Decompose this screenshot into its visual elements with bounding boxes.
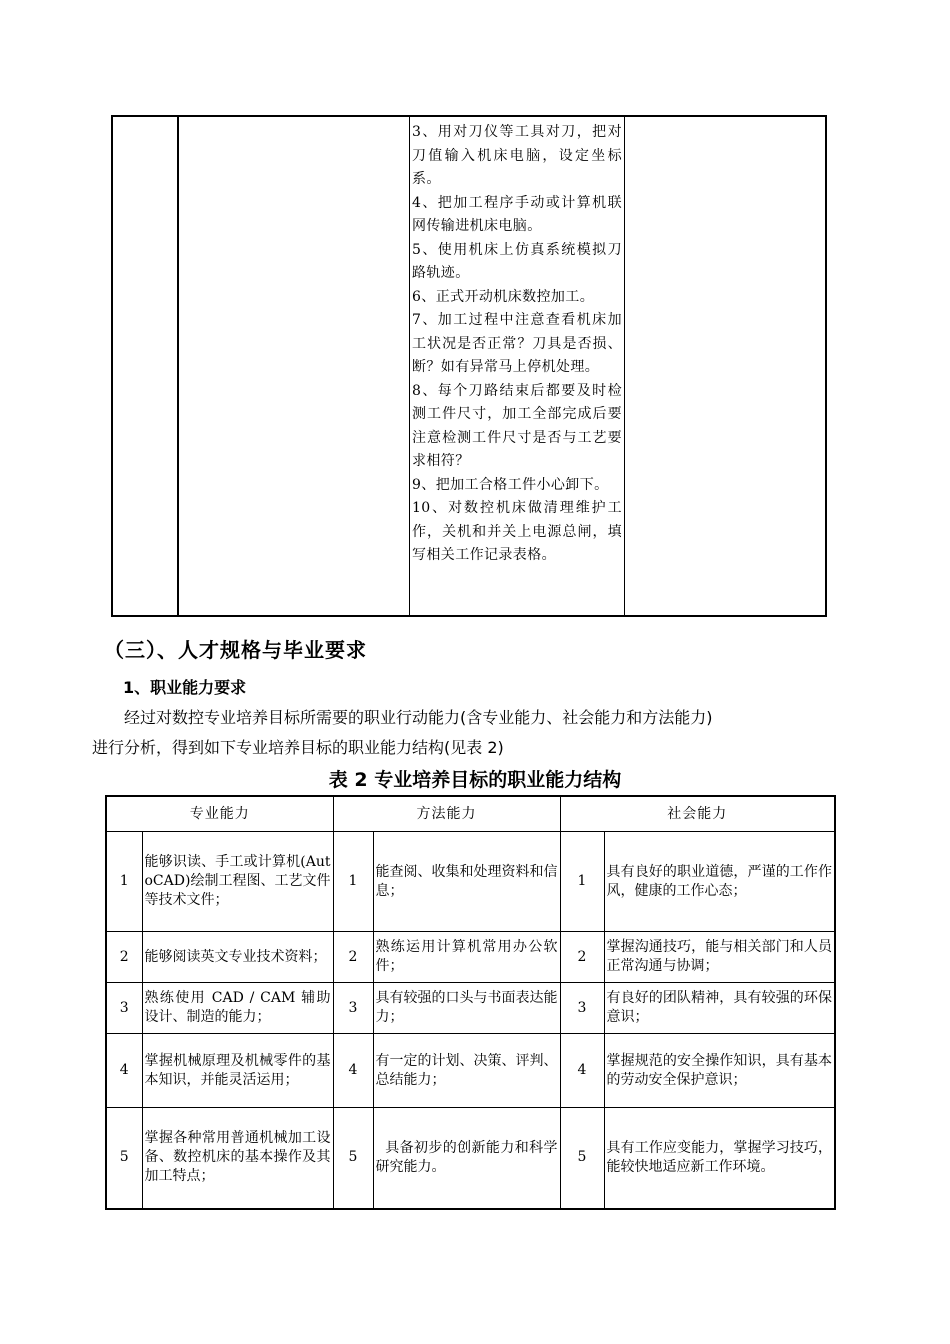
method-cell: 具备初步的创新能力和科学研究能力。	[373, 1108, 560, 1209]
steps-list	[412, 121, 622, 568]
social-cell: 具有工作应变能力，掌握学习技巧，能较快地适应新工作环境。	[604, 1108, 835, 1209]
row-number: 5	[560, 1108, 604, 1209]
row-number: 4	[560, 1034, 604, 1108]
row-number: 2	[106, 932, 142, 983]
social-cell: 掌握沟通技巧，能与相关部门和人员正常沟通与协调；	[604, 932, 835, 983]
social-cell: 具有良好的职业道德，严谨的工作作风，健康的工作心态；	[604, 832, 835, 932]
list-item: 4、把加工程序手动或计算机联网传输进机床电脑。	[412, 194, 622, 234]
row-number: 1	[106, 832, 142, 932]
method-cell: 能查阅、收集和处理资料和信息；	[373, 832, 560, 932]
row-number: 1	[560, 832, 604, 932]
header-social: 社会能力	[560, 796, 835, 832]
row-number: 5	[106, 1108, 142, 1209]
method-cell: 具有较强的口头与书面表达能力；	[373, 983, 560, 1034]
empty-cell	[625, 116, 827, 616]
table-row	[106, 932, 835, 983]
empty-cell	[112, 116, 178, 616]
paragraph-line: 进行分析，得到如下专业培养目标的职业能力结构(见表 2)	[92, 738, 504, 757]
table-row	[106, 983, 835, 1034]
row-number: 4	[333, 1034, 373, 1108]
body-paragraph	[92, 703, 842, 763]
steps-cell	[410, 116, 625, 616]
list-item: 6、正式开动机床数控加工。	[412, 288, 595, 305]
header-professional: 专业能力	[106, 796, 333, 832]
row-number: 2	[333, 932, 373, 983]
professional-cell: 能够识读、手工或计算机(AutoCAD)绘制工程图、工艺文件等技术文件；	[142, 832, 333, 932]
list-item: 3、用对刀仪等工具对刀，把对刀值输入机床电脑，设定坐标系。	[412, 124, 622, 187]
list-item: 9、把加工合格工件小心卸下。	[412, 476, 609, 493]
row-number: 1	[333, 832, 373, 932]
paragraph-line: 经过对数控专业培养目标所需要的职业行动能力(含专业能力、社会能力和方法能力)	[124, 708, 713, 727]
professional-cell: 掌握各种常用普通机械加工设备、数控机床的基本操作及其加工特点；	[142, 1108, 333, 1209]
table-row	[106, 1034, 835, 1108]
social-cell: 有良好的团队精神，具有较强的环保意识；	[604, 983, 835, 1034]
method-cell: 熟练运用计算机常用办公软件；	[373, 932, 560, 983]
subsection-heading: 1、职业能力要求	[123, 678, 247, 697]
table-row	[106, 832, 835, 932]
list-item: 10、对数控机床做清理维护工作，关机和并关上电源总闸，填写相关工作记录表格。	[412, 500, 622, 563]
social-cell: 掌握规范的安全操作知识，具有基本的劳动安全保护意识；	[604, 1034, 835, 1108]
professional-cell: 能够阅读英文专业技术资料；	[142, 932, 333, 983]
header-method: 方法能力	[333, 796, 560, 832]
table-title: 表 2 专业培养目标的职业能力结构	[328, 769, 622, 791]
section-heading: （三）、人才规格与毕业要求	[104, 638, 367, 662]
professional-cell: 掌握机械原理及机械零件的基本知识，并能灵活运用；	[142, 1034, 333, 1108]
professional-cell: 熟练使用 CAD / CAM 辅助设计、制造的能力；	[142, 983, 333, 1034]
list-item: 7、加工过程中注意查看机床加工状况是否正常？刀具是否损、断？如有异常马上停机处理。	[412, 312, 622, 375]
table-header-row	[106, 796, 835, 832]
process-steps-table	[111, 115, 827, 617]
row-number: 5	[333, 1108, 373, 1209]
row-number: 3	[560, 983, 604, 1034]
row-number: 4	[106, 1034, 142, 1108]
table-row	[106, 1108, 835, 1209]
list-item: 5、使用机床上仿真系统模拟刀路轨迹。	[412, 241, 622, 281]
row-number: 2	[560, 932, 604, 983]
empty-cell	[178, 116, 410, 616]
row-number: 3	[333, 983, 373, 1034]
table-row	[112, 116, 826, 616]
method-cell: 有一定的计划、决策、评判、总结能力；	[373, 1034, 560, 1108]
competency-table	[105, 795, 836, 1210]
row-number: 3	[106, 983, 142, 1034]
list-item: 8、每个刀路结束后都要及时检测工件尺寸，加工全部完成后要注意检测工件尺寸是否与工艺要求相符？	[412, 382, 622, 469]
